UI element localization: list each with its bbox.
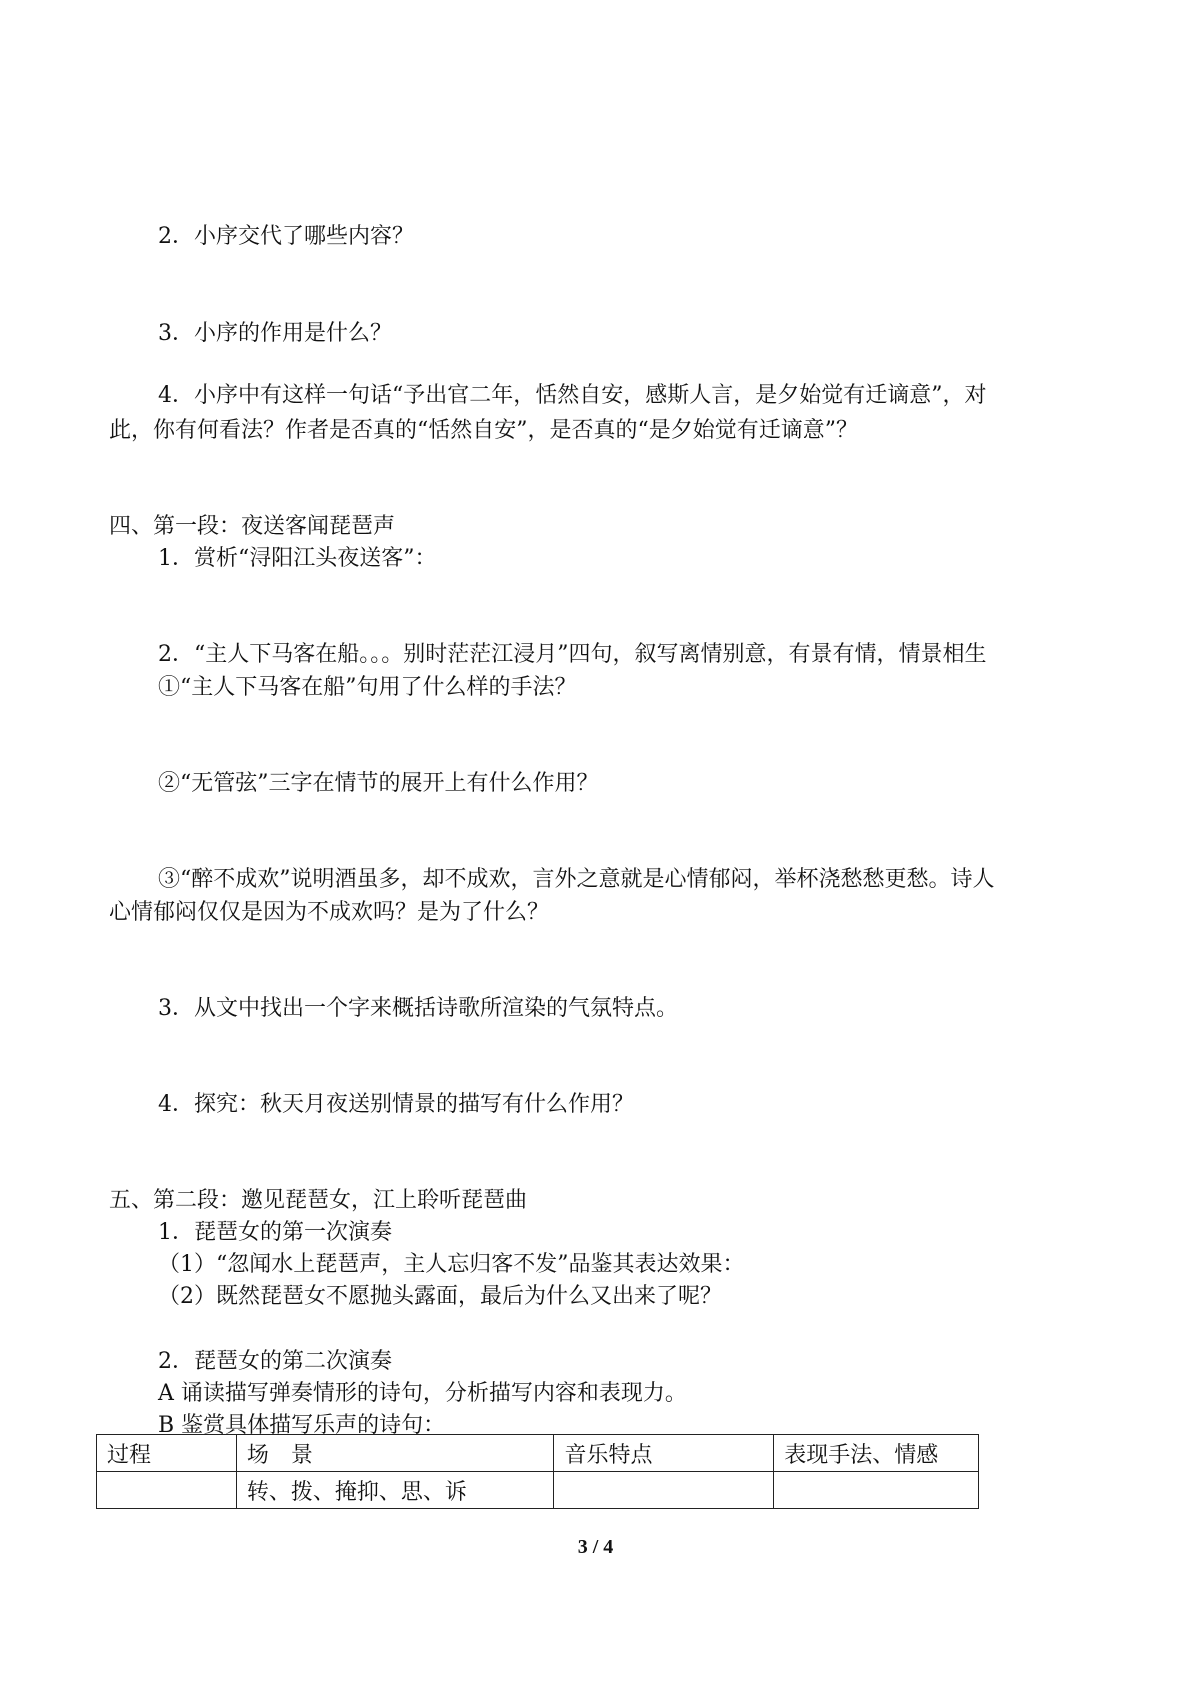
question-4-line1: 4．小序中有这样一句话“予出官二年，恬然自安，感斯人言，是夕始觉有迁谪意”，对	[158, 383, 987, 408]
s4-question-4: 4．探究：秋天月夜送别情景的描写有什么作用？	[158, 1092, 634, 1117]
s4-question-1: 1．赏析“浔阳江头夜送客”：	[158, 546, 437, 571]
section-5-heading: 五、第二段：邀见琵琶女，江上聆听琵琶曲	[109, 1188, 528, 1213]
table-cell: 转、拨、掩抑、思、诉	[236, 1472, 554, 1509]
table-row	[97, 1472, 979, 1509]
music-analysis-table	[96, 1434, 979, 1509]
s5-question-1-sub2: （2）既然琵琶女不愿抛头露面，最后为什么又出来了呢？	[158, 1284, 722, 1309]
table-cell	[97, 1472, 237, 1509]
table-header-cell: 场 景	[236, 1435, 554, 1472]
table-header-cell: 表现手法、情感	[774, 1435, 979, 1472]
s5-question-2-a: A 诵读描写弹奏情形的诗句，分析描写内容和表现力。	[158, 1381, 687, 1406]
s5-question-2: 2．琵琶女的第二次演奏	[158, 1349, 392, 1374]
question-4-line2: 此，你有何看法？作者是否真的“恬然自安”，是否真的“是夕始觉有迁谪意”？	[109, 418, 858, 443]
question-2: 2．小序交代了哪些内容？	[158, 224, 414, 249]
table-header-row	[97, 1435, 979, 1472]
s4-question-2-sub2: ②“无管弦”三字在情节的展开上有什么作用？	[158, 771, 599, 796]
table-header-cell: 音乐特点	[554, 1435, 774, 1472]
table-cell	[554, 1472, 774, 1509]
s4-question-2-sub1: ①“主人下马客在船”句用了什么样的手法？	[158, 675, 577, 700]
s4-question-2-sub3-line2: 心情郁闷仅仅是因为不成欢吗？是为了什么？	[109, 900, 550, 925]
s5-question-2-b: B 鉴赏具体描写乐声的诗句：	[158, 1413, 446, 1438]
s5-question-1-sub1: （1）“忽闻水上琵琶声，主人忘归客不发”品鉴其表达效果：	[158, 1252, 745, 1277]
table-header-cell: 过程	[97, 1435, 237, 1472]
s5-question-1: 1．琵琶女的第一次演奏	[158, 1220, 392, 1245]
section-4-heading: 四、第一段：夜送客闻琵琶声	[109, 514, 396, 539]
s4-question-3: 3．从文中找出一个字来概括诗歌所渲染的气氛特点。	[158, 996, 678, 1021]
table-cell	[774, 1472, 979, 1509]
page-number: 3 / 4	[577, 1536, 614, 1558]
s4-question-2: 2．“主人下马客在船。。。别时茫茫江浸月”四句，叙写离情别意，有景有情，情景相生	[158, 642, 987, 667]
question-3: 3．小序的作用是什么？	[158, 321, 392, 346]
s4-question-2-sub3-line1: ③“醉不成欢”说明酒虽多，却不成欢，言外之意就是心情郁闷，举杯浇愁愁更愁。诗人	[158, 867, 995, 892]
